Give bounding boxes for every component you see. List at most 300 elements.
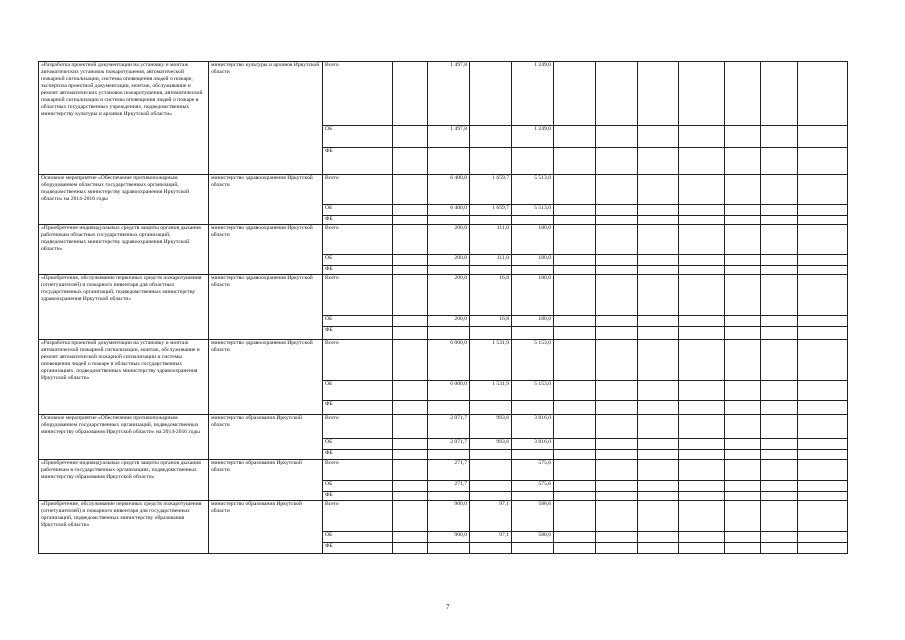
amount-cell: 575,6 <box>512 481 554 492</box>
empty-cell <box>393 225 428 255</box>
amount-cell <box>428 327 470 340</box>
responsible-executor: министерство здравоохранения Иркутской области <box>209 225 323 275</box>
amount-cell: 180,0 <box>512 316 554 327</box>
budget-table <box>38 61 848 554</box>
empty-cell <box>638 175 679 205</box>
amount-cell: 1 531,9 <box>470 340 512 381</box>
funding-source: ОБ <box>323 381 393 401</box>
amount-cell: 200,0 <box>428 316 470 327</box>
amount-cell <box>470 216 512 225</box>
empty-cell <box>725 492 761 501</box>
amount-cell: 2 071,7 <box>428 439 470 450</box>
empty-cell <box>725 501 761 532</box>
table-row <box>39 340 848 381</box>
empty-cell <box>554 216 596 225</box>
amount-cell: 5 153,0 <box>512 381 554 401</box>
empty-cell <box>393 501 428 532</box>
empty-cell <box>554 327 596 340</box>
empty-cell <box>725 216 761 225</box>
empty-cell <box>725 316 761 327</box>
empty-cell <box>393 126 428 148</box>
empty-cell <box>393 327 428 340</box>
empty-cell <box>638 126 679 148</box>
funding-source: ОБ <box>323 532 393 543</box>
empty-cell <box>761 255 798 266</box>
amount-cell: 900,0 <box>428 501 470 532</box>
amount-cell: 900,0 <box>428 532 470 543</box>
amount-cell: 1 497,8 <box>428 126 470 148</box>
empty-cell <box>393 415 428 439</box>
empty-cell <box>798 460 848 481</box>
amount-cell: 180,0 <box>512 275 554 316</box>
empty-cell <box>596 450 638 460</box>
amount-cell <box>470 492 512 501</box>
empty-cell <box>761 175 798 205</box>
empty-cell <box>554 401 596 415</box>
funding-source: ФБ <box>323 492 393 501</box>
amount-cell <box>512 401 554 415</box>
empty-cell <box>761 543 798 554</box>
amount-cell <box>428 450 470 460</box>
table-row <box>39 225 848 255</box>
responsible-executor: министерство образования Иркутской области <box>209 460 323 501</box>
responsible-executor: министерство здравоохранения Иркутской области <box>209 275 323 340</box>
empty-cell <box>761 401 798 415</box>
empty-cell <box>679 450 725 460</box>
amount-cell <box>512 266 554 275</box>
amount-cell: 588,6 <box>512 532 554 543</box>
empty-cell <box>638 481 679 492</box>
amount-cell <box>470 401 512 415</box>
empty-cell <box>596 316 638 327</box>
empty-cell <box>638 205 679 216</box>
amount-cell: 5 513,0 <box>512 205 554 216</box>
funding-source: ОБ <box>323 481 393 492</box>
table-row <box>39 175 848 205</box>
funding-source: ФБ <box>323 450 393 460</box>
empty-cell <box>798 381 848 401</box>
empty-cell <box>393 340 428 381</box>
amount-cell: 1 659,7 <box>470 205 512 216</box>
empty-cell <box>679 460 725 481</box>
empty-cell <box>798 255 848 266</box>
funding-source: Всего <box>323 62 393 126</box>
empty-cell <box>679 316 725 327</box>
responsible-executor: министерство образования Иркутской области <box>209 501 323 554</box>
empty-cell <box>638 501 679 532</box>
amount-cell <box>512 327 554 340</box>
empty-cell <box>393 255 428 266</box>
empty-cell <box>798 401 848 415</box>
empty-cell <box>596 205 638 216</box>
empty-cell <box>596 275 638 316</box>
empty-cell <box>798 439 848 450</box>
empty-cell <box>393 532 428 543</box>
activity-description: Основное мероприятие «Обеспечение противопожарным оборудованием областных государственных организаций, подведомственных министерству здравоохранения Иркутской области» на 2014-2016 годы <box>39 175 209 225</box>
responsible-executor: министерство культуры и архивов Иркутской области <box>209 62 323 175</box>
empty-cell <box>798 126 848 148</box>
empty-cell <box>393 175 428 205</box>
amount-cell: 5 513,0 <box>512 175 554 205</box>
empty-cell <box>798 481 848 492</box>
amount-cell: 180,0 <box>512 225 554 255</box>
amount-cell <box>428 216 470 225</box>
empty-cell <box>679 225 725 255</box>
amount-cell <box>512 450 554 460</box>
empty-cell <box>596 415 638 439</box>
empty-cell <box>798 148 848 175</box>
empty-cell <box>761 225 798 255</box>
funding-source: Всего <box>323 415 393 439</box>
empty-cell <box>596 381 638 401</box>
amount-cell <box>470 126 512 148</box>
empty-cell <box>638 316 679 327</box>
empty-cell <box>596 481 638 492</box>
empty-cell <box>596 543 638 554</box>
empty-cell <box>679 439 725 450</box>
empty-cell <box>761 492 798 501</box>
amount-cell: 6 000,0 <box>428 340 470 381</box>
empty-cell <box>393 205 428 216</box>
amount-cell <box>428 401 470 415</box>
empty-cell <box>393 216 428 225</box>
empty-cell <box>725 543 761 554</box>
amount-cell: 993,6 <box>470 415 512 439</box>
empty-cell <box>393 481 428 492</box>
empty-cell <box>393 381 428 401</box>
empty-cell <box>679 205 725 216</box>
empty-cell <box>761 501 798 532</box>
empty-cell <box>725 460 761 481</box>
empty-cell <box>679 481 725 492</box>
empty-cell <box>679 126 725 148</box>
empty-cell <box>725 205 761 216</box>
empty-cell <box>554 275 596 316</box>
empty-cell <box>554 126 596 148</box>
empty-cell <box>393 275 428 316</box>
empty-cell <box>761 439 798 450</box>
empty-cell <box>596 532 638 543</box>
amount-cell: 1 249,0 <box>512 62 554 126</box>
empty-cell <box>679 175 725 205</box>
amount-cell <box>512 148 554 175</box>
amount-cell <box>470 266 512 275</box>
funding-source: ФБ <box>323 327 393 340</box>
empty-cell <box>725 327 761 340</box>
amount-cell: 1 497,8 <box>428 62 470 126</box>
amount-cell: 3 816,0 <box>512 415 554 439</box>
empty-cell <box>725 532 761 543</box>
empty-cell <box>761 381 798 401</box>
empty-cell <box>725 62 761 126</box>
activity-description: «Приобретение, обслуживание первичных средств пожаротушения (огнетушителей) и пожарного инвентаря для государственных организаций, подведомственных министерству образования Иркутской области» <box>39 501 209 554</box>
activity-description: «Приобретение индивидуальных средств защиты органов дыхания работникам областных государственных организаций, подведомственных министерству здравоохранения Иркутской области» <box>39 225 209 275</box>
empty-cell <box>725 450 761 460</box>
empty-cell <box>798 216 848 225</box>
amount-cell: 271,7 <box>428 460 470 481</box>
empty-cell <box>679 266 725 275</box>
empty-cell <box>761 148 798 175</box>
empty-cell <box>638 543 679 554</box>
empty-cell <box>798 62 848 126</box>
empty-cell <box>679 532 725 543</box>
amount-cell: 575,6 <box>512 460 554 481</box>
table-row <box>39 460 848 481</box>
funding-source: ФБ <box>323 401 393 415</box>
empty-cell <box>596 327 638 340</box>
amount-cell <box>428 543 470 554</box>
empty-cell <box>596 225 638 255</box>
amount-cell: 271,7 <box>428 481 470 492</box>
empty-cell <box>554 460 596 481</box>
empty-cell <box>554 532 596 543</box>
empty-cell <box>596 340 638 381</box>
amount-cell <box>470 327 512 340</box>
funding-source: ОБ <box>323 439 393 450</box>
empty-cell <box>554 439 596 450</box>
activity-description: «Приобретение индивидуальных средств защиты органов дыхания работникам в государственных организациях, подведомственных министерству образования Иркутской области» <box>39 460 209 501</box>
amount-cell: 16,8 <box>470 275 512 316</box>
empty-cell <box>638 275 679 316</box>
amount-cell: 180,0 <box>512 255 554 266</box>
empty-cell <box>761 327 798 340</box>
empty-cell <box>798 175 848 205</box>
empty-cell <box>554 381 596 401</box>
empty-cell <box>638 381 679 401</box>
empty-cell <box>798 415 848 439</box>
amount-cell: 16,8 <box>470 316 512 327</box>
empty-cell <box>725 439 761 450</box>
funding-source: Всего <box>323 460 393 481</box>
empty-cell <box>761 62 798 126</box>
empty-cell <box>679 340 725 381</box>
empty-cell <box>554 225 596 255</box>
empty-cell <box>554 415 596 439</box>
amount-cell <box>512 492 554 501</box>
empty-cell <box>798 492 848 501</box>
empty-cell <box>596 62 638 126</box>
amount-cell <box>470 62 512 126</box>
empty-cell <box>679 275 725 316</box>
amount-cell: 3 816,0 <box>512 439 554 450</box>
empty-cell <box>679 255 725 266</box>
empty-cell <box>596 401 638 415</box>
activity-description: «Приобретение, обслуживание первичных средств пожаротушения (огнетушителей) и пожарного инвентаря для областных государственных организаций, подведомственных министерству здравоохранения Иркутской области» <box>39 275 209 340</box>
amount-cell: 200,0 <box>428 255 470 266</box>
empty-cell <box>679 381 725 401</box>
empty-cell <box>638 266 679 275</box>
empty-cell <box>638 62 679 126</box>
amount-cell: 588,6 <box>512 501 554 532</box>
empty-cell <box>761 126 798 148</box>
empty-cell <box>554 205 596 216</box>
funding-source: Всего <box>323 175 393 205</box>
empty-cell <box>679 501 725 532</box>
empty-cell <box>798 275 848 316</box>
amount-cell: 1 531,9 <box>470 381 512 401</box>
amount-cell <box>470 543 512 554</box>
amount-cell: 111,0 <box>470 225 512 255</box>
funding-source: ФБ <box>323 543 393 554</box>
empty-cell <box>596 126 638 148</box>
empty-cell <box>798 543 848 554</box>
funding-source: Всего <box>323 275 393 316</box>
empty-cell <box>798 450 848 460</box>
empty-cell <box>761 205 798 216</box>
amount-cell: 993,6 <box>470 439 512 450</box>
empty-cell <box>554 175 596 205</box>
empty-cell <box>761 275 798 316</box>
empty-cell <box>596 501 638 532</box>
empty-cell <box>679 492 725 501</box>
table-row <box>39 501 848 532</box>
empty-cell <box>393 62 428 126</box>
empty-cell <box>761 266 798 275</box>
empty-cell <box>798 266 848 275</box>
empty-cell <box>554 450 596 460</box>
empty-cell <box>393 401 428 415</box>
empty-cell <box>798 205 848 216</box>
empty-cell <box>393 316 428 327</box>
table-row <box>39 415 848 439</box>
empty-cell <box>725 340 761 381</box>
empty-cell <box>638 148 679 175</box>
responsible-executor: министерство образования Иркутской области <box>209 415 323 460</box>
amount-cell: 1 659,7 <box>470 175 512 205</box>
empty-cell <box>679 216 725 225</box>
empty-cell <box>554 266 596 275</box>
empty-cell <box>638 532 679 543</box>
empty-cell <box>638 415 679 439</box>
funding-source: ФБ <box>323 216 393 225</box>
amount-cell: 1 249,0 <box>512 126 554 148</box>
empty-cell <box>596 255 638 266</box>
empty-cell <box>596 216 638 225</box>
empty-cell <box>554 255 596 266</box>
empty-cell <box>393 543 428 554</box>
empty-cell <box>761 532 798 543</box>
empty-cell <box>638 216 679 225</box>
funding-source: Всего <box>323 501 393 532</box>
amount-cell <box>470 450 512 460</box>
empty-cell <box>554 501 596 532</box>
empty-cell <box>554 543 596 554</box>
empty-cell <box>596 492 638 501</box>
amount-cell <box>428 148 470 175</box>
table-row <box>39 275 848 316</box>
empty-cell <box>638 401 679 415</box>
responsible-executor: министерство здравоохранения Иркутской области <box>209 175 323 225</box>
amount-cell <box>470 148 512 175</box>
empty-cell <box>596 460 638 481</box>
empty-cell <box>393 266 428 275</box>
empty-cell <box>798 501 848 532</box>
empty-cell <box>761 316 798 327</box>
funding-source: ОБ <box>323 205 393 216</box>
empty-cell <box>393 460 428 481</box>
empty-cell <box>679 543 725 554</box>
amount-cell <box>512 216 554 225</box>
empty-cell <box>761 450 798 460</box>
empty-cell <box>554 340 596 381</box>
empty-cell <box>393 439 428 450</box>
empty-cell <box>638 460 679 481</box>
empty-cell <box>554 316 596 327</box>
amount-cell <box>428 492 470 501</box>
empty-cell <box>761 481 798 492</box>
amount-cell: 97,1 <box>470 501 512 532</box>
empty-cell <box>679 415 725 439</box>
empty-cell <box>761 415 798 439</box>
amount-cell: 2 071,7 <box>428 415 470 439</box>
empty-cell <box>393 148 428 175</box>
amount-cell: 6 400,0 <box>428 175 470 205</box>
empty-cell <box>638 255 679 266</box>
empty-cell <box>596 266 638 275</box>
empty-cell <box>761 460 798 481</box>
empty-cell <box>798 532 848 543</box>
empty-cell <box>761 340 798 381</box>
funding-source: Всего <box>323 225 393 255</box>
amount-cell: 200,0 <box>428 225 470 255</box>
funding-source: Всего <box>323 340 393 381</box>
table-body <box>39 62 848 554</box>
amount-cell: 5 153,0 <box>512 340 554 381</box>
empty-cell <box>596 175 638 205</box>
page-number: 7 <box>446 603 450 611</box>
empty-cell <box>798 340 848 381</box>
amount-cell <box>470 460 512 481</box>
amount-cell: 97,1 <box>470 532 512 543</box>
amount-cell: 111,0 <box>470 255 512 266</box>
funding-source: ОБ <box>323 255 393 266</box>
activity-description: «Разработка проектной документации на установку и монтаж автоматических установок пожаротушения, автоматической пожарной сигнализации, системы оповещения людей о пожаре, экспертиза проектной документации, монтаж, обслуживание и ремонт автоматических установок пожаротушения, автоматической пожарной сигнализации и системы оповещения людей о пожаре в областных государственных учреждениях, подведомственных министерству культуры и архивов Иркутской области» <box>39 62 209 175</box>
empty-cell <box>554 492 596 501</box>
empty-cell <box>798 316 848 327</box>
empty-cell <box>596 148 638 175</box>
amount-cell: 6 000,0 <box>428 381 470 401</box>
empty-cell <box>725 381 761 401</box>
empty-cell <box>725 175 761 205</box>
empty-cell <box>638 225 679 255</box>
funding-source: ФБ <box>323 266 393 275</box>
activity-description: Основное мероприятие «Обеспечение противопожарным оборудованием государственных организаций, подведомственных министерству образования Иркутской области» на 2014-2016 годы <box>39 415 209 460</box>
activity-description: «Разработка проектной документации на установку и монтаж автоматической пожарной сигнализации, монтаж, обслуживание и ремонт автоматической пожарной сигнализации и системы оповещения людей о пожаре в областных государственных организациях, подведомственных министерству здравоохранения Иркутской области» <box>39 340 209 415</box>
empty-cell <box>393 450 428 460</box>
empty-cell <box>554 148 596 175</box>
empty-cell <box>725 148 761 175</box>
empty-cell <box>638 327 679 340</box>
amount-cell <box>428 266 470 275</box>
empty-cell <box>725 266 761 275</box>
empty-cell <box>638 450 679 460</box>
amount-cell: 6 400,0 <box>428 205 470 216</box>
empty-cell <box>393 492 428 501</box>
empty-cell <box>679 62 725 126</box>
funding-source: ФБ <box>323 148 393 175</box>
empty-cell <box>798 327 848 340</box>
amount-cell <box>512 543 554 554</box>
empty-cell <box>638 340 679 381</box>
empty-cell <box>554 481 596 492</box>
empty-cell <box>725 275 761 316</box>
amount-cell: 200,0 <box>428 275 470 316</box>
table-row <box>39 62 848 126</box>
empty-cell <box>725 126 761 148</box>
amount-cell <box>470 481 512 492</box>
empty-cell <box>638 492 679 501</box>
empty-cell <box>679 148 725 175</box>
